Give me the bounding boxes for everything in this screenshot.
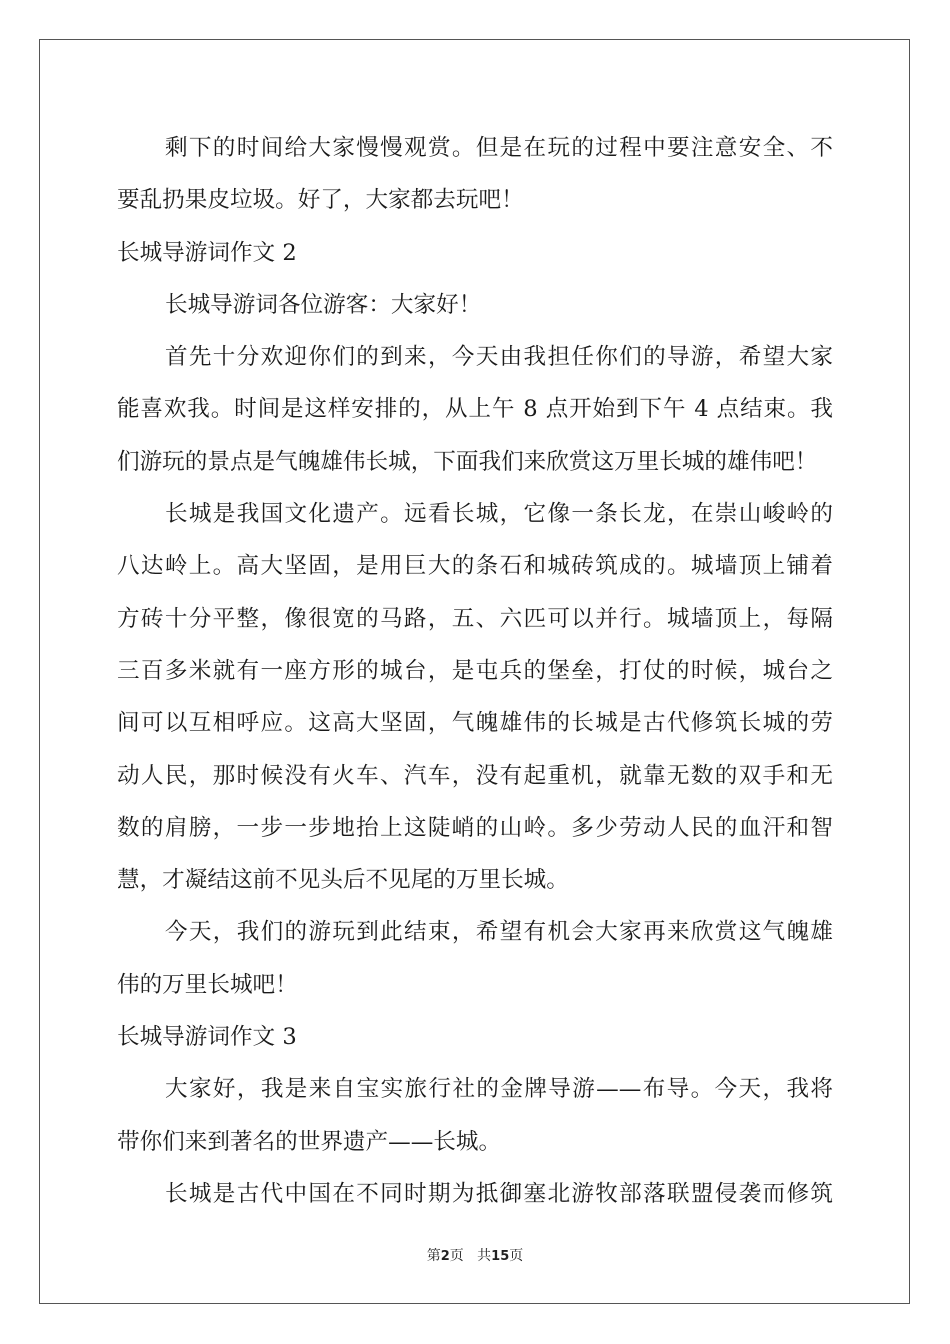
paragraph-line: 们游玩的景点是气魄雄伟长城，下面我们来欣赏这万里长城的雄伟吧！ xyxy=(117,448,818,475)
paragraph-line: 能喜欢我。时间是这样安排的，从上午 8 点开始到下午 4 点结束。我 xyxy=(117,396,833,423)
paragraph-line: 八达岭上。高大坚固，是用巨大的条石和城砖筑成的。城墙顶上铺着 xyxy=(117,553,833,580)
paragraph-line: 方砖十分平整，像很宽的马路，五、六匹可以并行。城墙顶上，每隔 xyxy=(117,605,833,632)
paragraph-line: 长城导游词各位游客：大家好！ xyxy=(165,291,482,318)
paragraph-line: 长城是我国文化遗产。远看长城，它像一条长龙，在崇山峻岭的 xyxy=(165,501,833,528)
paragraph-line: 间可以互相呼应。这高大坚固，气魄雄伟的长城是古代修筑长城的劳 xyxy=(117,710,833,737)
document-body xyxy=(117,122,833,1220)
section-heading: 长城导游词作文 2 xyxy=(117,239,297,266)
paragraph-line: 剩下的时间给大家慢慢观赏。但是在玩的过程中要注意安全、不 xyxy=(165,135,833,161)
footer-total-prefix: 共 xyxy=(477,1248,492,1264)
total-pages-number: 15 xyxy=(491,1249,510,1264)
footer-total-suffix: 页 xyxy=(509,1248,524,1264)
current-page-number: 2 xyxy=(440,1249,450,1264)
paragraph-line: 今天，我们的游玩到此结束，希望有机会大家再来欣赏这气魄雄 xyxy=(165,919,833,946)
paragraph-line: 长城是古代中国在不同时期为抵御塞北游牧部落联盟侵袭而修筑 xyxy=(165,1180,833,1207)
paragraph-line: 伟的万里长城吧！ xyxy=(117,971,298,998)
paragraph-line: 三百多米就有一座方形的城台，是屯兵的堡垒，打仗的时候，城台之 xyxy=(117,657,833,684)
paragraph-line: 大家好，我是来自宝实旅行社的金牌导游——布导。今天，我将 xyxy=(165,1076,833,1103)
paragraph-line: 动人民，那时候没有火车、汽车，没有起重机，就靠无数的双手和无 xyxy=(117,762,833,789)
page-footer xyxy=(0,1245,950,1265)
paragraph-line: 要乱扔果皮垃圾。好了，大家都去玩吧！ xyxy=(117,187,524,214)
section-heading: 长城导游词作文 3 xyxy=(117,1024,297,1051)
paragraph-line: 数的肩膀，一步一步地抬上这陡峭的山岭。多少劳动人民的血汗和智 xyxy=(117,814,833,841)
paragraph-line: 首先十分欢迎你们的到来，今天由我担任你们的导游，希望大家 xyxy=(165,344,833,371)
footer-prefix: 第 xyxy=(426,1248,441,1264)
paragraph-line: 慧，才凝结这前不见头后不见尾的万里长城。 xyxy=(117,867,569,894)
footer-page-suffix: 页 xyxy=(449,1248,464,1264)
paragraph-line: 带你们来到著名的世界遗产——长城。 xyxy=(117,1128,502,1155)
